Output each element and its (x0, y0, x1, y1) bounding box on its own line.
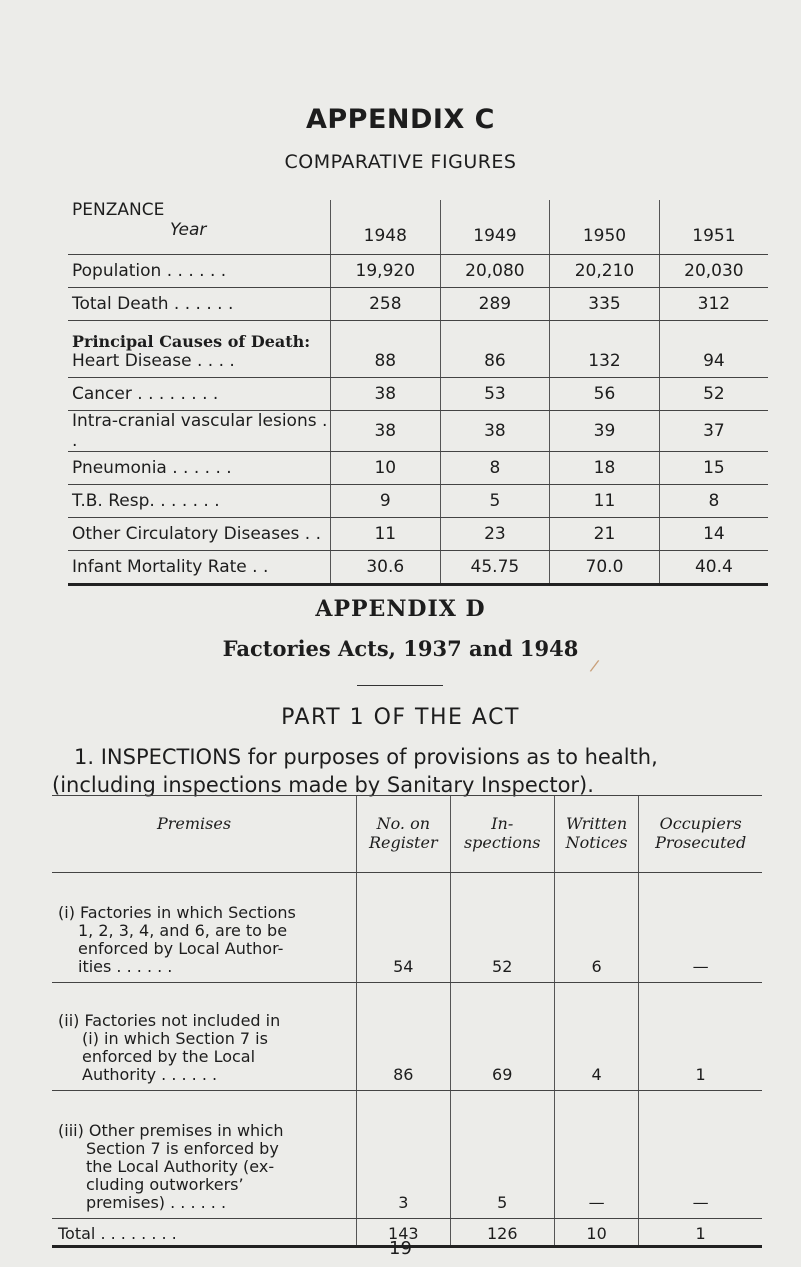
cell-value: 86 (357, 983, 451, 1091)
table-row (68, 452, 768, 485)
cell-value: 20,210 (550, 255, 660, 288)
table-row (68, 551, 768, 585)
premises-cell: (iii) Other premises in which Section 7 is enforced by the Local Authority (ex- cluding outworkers’ premises) . . . . . . (52, 1091, 357, 1219)
place-label: PENZANCE (72, 200, 165, 220)
table-header-row (52, 796, 762, 873)
table-row (68, 255, 768, 288)
cell-value: 38 (331, 411, 441, 452)
row-label: Pneumonia . . . . . . (68, 452, 331, 485)
prosecuted-header: Occupiers Prosecuted (639, 796, 762, 873)
divider (357, 685, 443, 686)
cell-value: 5 (440, 485, 550, 518)
cell-value: 3 (357, 1091, 451, 1219)
year-header: 1950 (550, 200, 660, 255)
table-row (52, 1091, 762, 1219)
row-label: Population . . . . . . (68, 255, 331, 288)
cell-value: 40.4 (659, 551, 768, 585)
paragraph-line: (including inspections made by Sanitary Inspector). (52, 773, 594, 797)
cell-value: 289 (440, 288, 550, 321)
cell-value: 15 (659, 452, 768, 485)
cell-value: 10 (331, 452, 441, 485)
cell-value: 54 (357, 873, 451, 983)
cell-value: 23 (440, 518, 550, 551)
cell-value: 19,920 (331, 255, 441, 288)
row-label: Heart Disease . . . . (72, 351, 235, 371)
cell-value: 30.6 (331, 551, 441, 585)
row-label: Intra-cranial vascular lesions . . (68, 411, 331, 452)
cell-value: — (554, 1091, 638, 1219)
cell-value: 6 (554, 873, 638, 983)
cell-value: 21 (550, 518, 660, 551)
appendix-c-subtitle: COMPARATIVE FIGURES (284, 151, 517, 173)
cell-value: 52 (450, 873, 554, 983)
year-label: Year (170, 220, 207, 240)
table-header-row (68, 200, 768, 255)
cell-value: 258 (331, 288, 441, 321)
premises-cell: (i) Factories in which Sections 1, 2, 3, 4, and 6, are to be enforced by Local Author- ities . . . . . . (52, 873, 357, 983)
year-header: 1951 (659, 200, 768, 255)
cell-value: 11 (550, 485, 660, 518)
premises-header: Premises (52, 796, 357, 873)
comparative-figures-table (68, 200, 768, 586)
cell-value: 20,080 (440, 255, 550, 288)
factories-inspections-table (52, 795, 762, 1248)
row-label: T.B. Resp. . . . . . . (68, 485, 331, 518)
year-header: 1949 (440, 200, 550, 255)
row-label: Total Death . . . . . . (68, 288, 331, 321)
row-label: Other Circulatory Diseases . . (68, 518, 331, 551)
cell-value: 20,030 (659, 255, 768, 288)
cell-value: 53 (440, 378, 550, 411)
cell-value: 14 (659, 518, 768, 551)
inspections-header: In- spections (450, 796, 554, 873)
cell-value: 8 (440, 452, 550, 485)
cell-value: 9 (331, 485, 441, 518)
cell-value: 88 (331, 321, 441, 378)
ink-mark-icon: / (588, 655, 601, 676)
cell-value: 10 (554, 1219, 638, 1247)
cell-value: 37 (659, 411, 768, 452)
table-row (68, 321, 768, 378)
row-label: Cancer . . . . . . . . (68, 378, 331, 411)
section-heading: Principal Causes of Death: (72, 332, 311, 351)
cell-value: 56 (550, 378, 660, 411)
cell-value: 1 (639, 1219, 762, 1247)
table-row (52, 873, 762, 983)
register-header: No. on Register (357, 796, 451, 873)
cell-value: — (639, 873, 762, 983)
cell-value: 69 (450, 983, 554, 1091)
cell-value: 11 (331, 518, 441, 551)
table-row (52, 983, 762, 1091)
premises-cell: (ii) Factories not included in (i) in which Section 7 is enforced by the Local Authority . . . . . . (52, 983, 357, 1091)
cell-value: 39 (550, 411, 660, 452)
cell-value: 38 (440, 411, 550, 452)
table-row (68, 518, 768, 551)
part-heading: PART 1 OF THE ACT (281, 705, 520, 730)
cell-value: 143 (357, 1219, 451, 1247)
appendix-d-title: APPENDIX D (315, 596, 486, 622)
year-header: 1948 (331, 200, 441, 255)
row-label: Infant Mortality Rate . . (68, 551, 331, 585)
cell-value: 38 (331, 378, 441, 411)
cell-value: 94 (659, 321, 768, 378)
appendix-d-subtitle: Factories Acts, 1937 and 1948 (222, 636, 579, 661)
table-row (68, 288, 768, 321)
cell-value: 1 (639, 983, 762, 1091)
page-number: 19 (389, 1238, 412, 1259)
cell-value: 70.0 (550, 551, 660, 585)
paragraph-line: 1. INSPECTIONS for purposes of provisions as to health, (74, 745, 658, 769)
notices-header: Written Notices (554, 796, 638, 873)
cell-value: 86 (440, 321, 550, 378)
cell-value: 335 (550, 288, 660, 321)
appendix-c-title: APPENDIX C (305, 104, 495, 135)
cell-value: 4 (554, 983, 638, 1091)
cell-value: — (639, 1091, 762, 1219)
cell-value: 312 (659, 288, 768, 321)
cell-value: 52 (659, 378, 768, 411)
cell-value: 132 (550, 321, 660, 378)
cell-value: 45.75 (440, 551, 550, 585)
cell-value: 18 (550, 452, 660, 485)
table-row (68, 411, 768, 452)
inspections-paragraph (52, 743, 772, 799)
cell-value: 8 (659, 485, 768, 518)
total-label: Total . . . . . . . . (52, 1219, 357, 1247)
table-row (68, 378, 768, 411)
table-row (68, 485, 768, 518)
cell-value: 5 (450, 1091, 554, 1219)
cell-value: 126 (450, 1219, 554, 1247)
